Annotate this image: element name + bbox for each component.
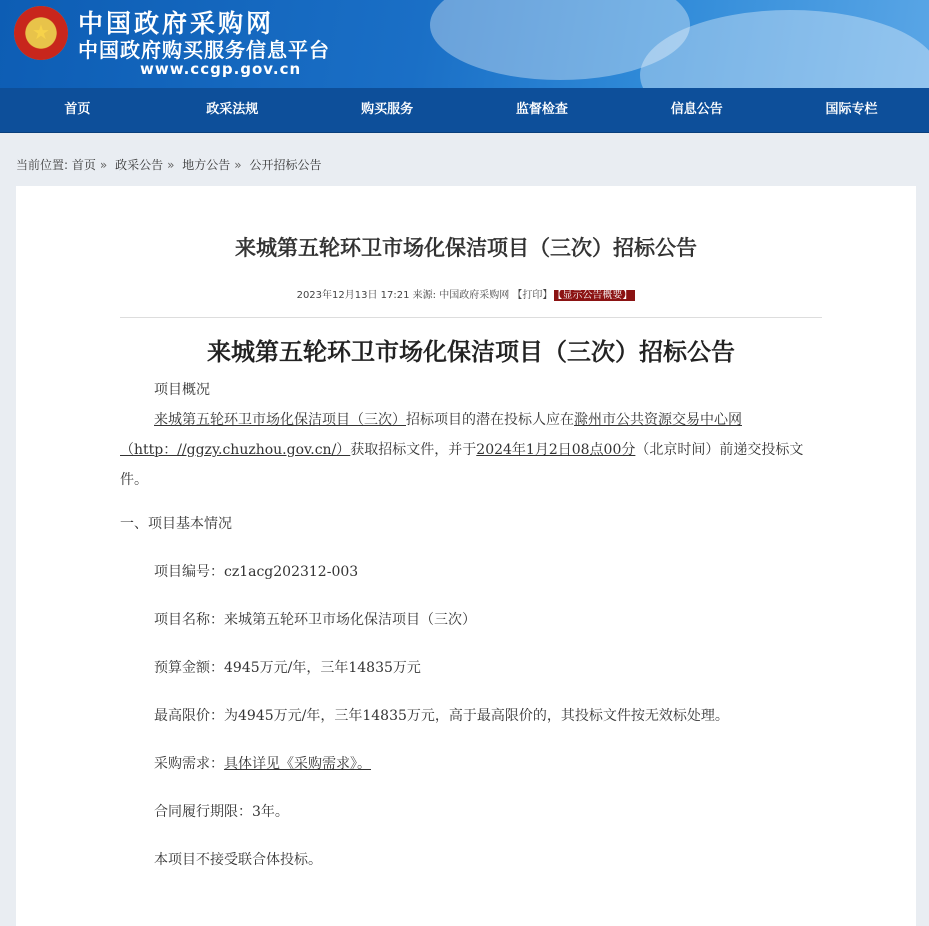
breadcrumb-procurement[interactable]: 政采公告 bbox=[115, 158, 164, 172]
budget-amount: 预算金额：4945万元/年，三年14835万元 bbox=[154, 660, 421, 676]
source-name: 中国政府采购网 bbox=[439, 290, 510, 301]
breadcrumb-separator: » bbox=[234, 158, 242, 172]
overview-heading: 项目概况 bbox=[154, 382, 210, 398]
print-link[interactable]: 【打印】 bbox=[512, 290, 553, 301]
nav-announcements[interactable]: 信息公告 bbox=[670, 102, 723, 117]
nav-regulations[interactable]: 政采法规 bbox=[206, 102, 259, 117]
max-price: 最高限价：为4945万元/年，三年14835万元，高于最高限价的，其投标文件按无效标处理。 bbox=[154, 708, 729, 724]
trading-center-link[interactable]: 滁州市公共资源交易中心网（http：//ggzy.chuzhou.gov.cn/） bbox=[120, 412, 742, 458]
article-body bbox=[120, 332, 822, 875]
nav-home[interactable]: 首页 bbox=[64, 102, 91, 117]
article-meta bbox=[16, 286, 916, 301]
deadline-text: 2024年1月2日08点00分 bbox=[476, 442, 636, 458]
project-number: 项目编号：cz1acg202312-003 bbox=[154, 564, 359, 580]
nav-international[interactable]: 国际专栏 bbox=[825, 102, 878, 117]
article-title: 来城第五轮环卫市场化保洁项目（三次）招标公告 bbox=[207, 338, 735, 366]
breadcrumb bbox=[0, 133, 929, 185]
procurement-demand bbox=[120, 749, 822, 779]
site-subtitle: 中国政府购买服务信息平台 bbox=[78, 38, 330, 62]
source-label: 来源: bbox=[412, 290, 437, 301]
project-name-link[interactable]: 来城第五轮环卫市场化保洁项目（三次） bbox=[154, 412, 406, 428]
site-banner bbox=[0, 0, 929, 88]
page-title: 来城第五轮环卫市场化保洁项目（三次）招标公告 bbox=[235, 236, 697, 260]
breadcrumb-prefix: 当前位置: bbox=[16, 158, 69, 172]
overview-text: 招标项目的潜在投标人应在 bbox=[406, 412, 574, 428]
section-heading: 一、项目基本情况 bbox=[120, 516, 232, 532]
publish-datetime: 2023年12月13日 17:21 bbox=[296, 290, 410, 301]
content-panel bbox=[16, 186, 916, 926]
breadcrumb-home[interactable]: 首页 bbox=[71, 158, 96, 172]
nav-purchase-services[interactable]: 购买服务 bbox=[361, 102, 414, 117]
contract-period: 合同履行期限：3年。 bbox=[154, 804, 289, 820]
overview-text: （北京时间）前递交投标文件。 bbox=[120, 442, 804, 488]
site-name[interactable]: 中国政府采购网 bbox=[78, 9, 275, 38]
breadcrumb-local[interactable]: 地方公告 bbox=[182, 158, 231, 172]
site-url: www.ccgp.gov.cn bbox=[140, 60, 302, 78]
demand-label: 采购需求： bbox=[154, 756, 224, 772]
consortium-note: 本项目不接受联合体投标。 bbox=[154, 852, 322, 868]
project-name: 项目名称：来城第五轮环卫市场化保洁项目（三次） bbox=[154, 612, 476, 628]
nav-supervision[interactable]: 监督检查 bbox=[515, 102, 568, 117]
breadcrumb-separator: » bbox=[99, 158, 108, 172]
breadcrumb-tender[interactable]: 公开招标公告 bbox=[249, 158, 322, 172]
show-summary-button[interactable]: 【显示公告概要】 bbox=[554, 290, 635, 301]
divider bbox=[120, 317, 822, 318]
main-nav bbox=[0, 88, 929, 133]
demand-link[interactable]: 具体详见《采购需求》。 bbox=[224, 756, 371, 772]
overview-text: 获取招标文件，并于 bbox=[350, 442, 477, 458]
overview-paragraph bbox=[120, 405, 822, 495]
breadcrumb-separator: » bbox=[167, 158, 175, 172]
national-emblem-icon[interactable]: ★ bbox=[14, 6, 68, 60]
